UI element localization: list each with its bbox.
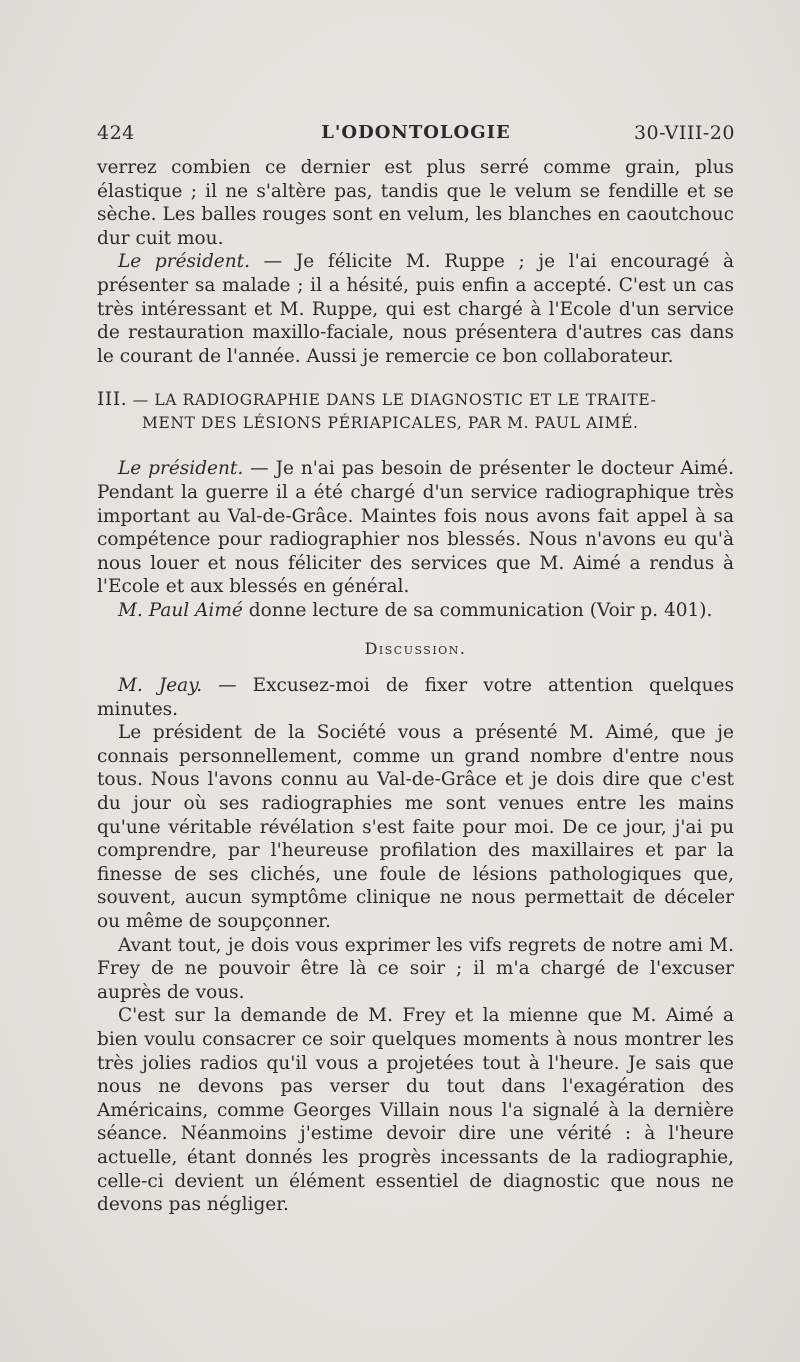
speaker-name: Le président. xyxy=(118,251,250,273)
paragraph-continuation: verrez combien ce dernier est plus serré comme grain, plus élastique ; il ne s'altère pas, tandis que le velum se fendille et se sèche. Les balles rouges sont en velum, les blanches en caoutchouc dur cuit mou. xyxy=(97,157,734,249)
paragraph-jeay-body-3: C'est sur la demande de M. Frey et la mienne que M. Aimé a bien voulu consacrer ce soir quelques moments à nous montrer les très jolies radios qu'il vous a projetées tout à l'heure. Je sais que nous ne devons pas verser du tout dans l'exagération des Américains, comme Georges Villain nous l'a signalé à la dernière séance. Néanmoins j'estime devoir dire une vérité : à l'heure actuelle, étant donnés les progrès incessants de la radiographie, celle-ci devient un élément essentiel de diagnostic que nous ne devons pas négliger. xyxy=(97,1005,734,1216)
page-number: 424 xyxy=(97,122,135,144)
paragraph-text: — Excusez-moi de fixer votre attention quelques minutes. xyxy=(97,675,734,720)
paragraph-jeay-body-2: Avant tout, je dois vous exprimer les vifs regrets de notre ami M. Frey de ne pouvoir être là ce soir ; il m'a chargé de l'excuser auprès de vous. xyxy=(97,934,734,1003)
paragraph-president-remarks xyxy=(97,250,734,368)
section-title-line1: — LA RADIOGRAPHIE DANS LE DIAGNOSTIC ET LE TRAITE- xyxy=(127,391,657,410)
section-title-line2: MENT DES LÉSIONS PÉRIAPICALES, PAR M. PAUL AIMÉ. xyxy=(142,414,639,433)
paragraph-communication xyxy=(97,599,734,623)
section-heading xyxy=(97,388,734,435)
speaker-name: Le président. xyxy=(118,458,244,480)
speaker-name: M. Paul Aimé xyxy=(118,599,243,621)
body-text xyxy=(97,156,734,1217)
paragraph-text: — Je félicite M. Ruppe ; je l'ai encouragé à présenter sa malade ; il a hésité, puis enfin a accepté. C'est un cas très intéressant et M. Ruppe, qui est chargé à l'Ecole d'un service de restauration maxillo-faciale, nous présentera d'autres cas dans le courant de l'année. Aussi je remercie ce bon collaborateur. xyxy=(97,251,734,367)
paragraph-jeay-body-1: Le président de la Société vous a présenté M. Aimé, que je connais personnellement, comme un grand nombre d'entre nous tous. Nous l'avons connu au Val-de-Grâce et je dois dire que c'est du jour où ses radiographies me sont venues entre les mains qu'une véritable révélation s'est faite pour moi. De ce jour, j'ai pu comprendre, par l'heureuse profilation des maxillaires et par la finesse de ses clichés, une foule de lésions pathologiques que, souvent, aucun symptôme clinique ne nous permettait de déceler ou même de soupçonner. xyxy=(97,722,734,933)
paragraph-text: — Je n'ai pas besoin de présenter le docteur Aimé. Pendant la guerre il a été chargé d'un service radiographique très important au Val-de-Grâce. Maintes fois nous avons fait appel à sa compétence pour radiographier nos blessés. Nous n'avons eu qu'à nous louer et nous féliciter des services que M. Aimé a rendus à l'Ecole et aux blessés en général. xyxy=(97,458,734,598)
discussion-heading: Discussion. xyxy=(364,638,467,658)
section-numeral: III. xyxy=(97,389,128,411)
issue-date: 30-VIII-20 xyxy=(633,122,735,144)
journal-title: L'ODONTOLOGIE xyxy=(321,122,511,143)
running-header xyxy=(97,122,735,148)
paragraph-president-intro xyxy=(97,457,734,599)
speaker-name: M. Jeay. xyxy=(118,675,203,697)
paragraph-jeay-intro xyxy=(97,674,734,721)
paragraph-text: donne lecture de sa communication (Voir p. 401). xyxy=(242,599,713,621)
